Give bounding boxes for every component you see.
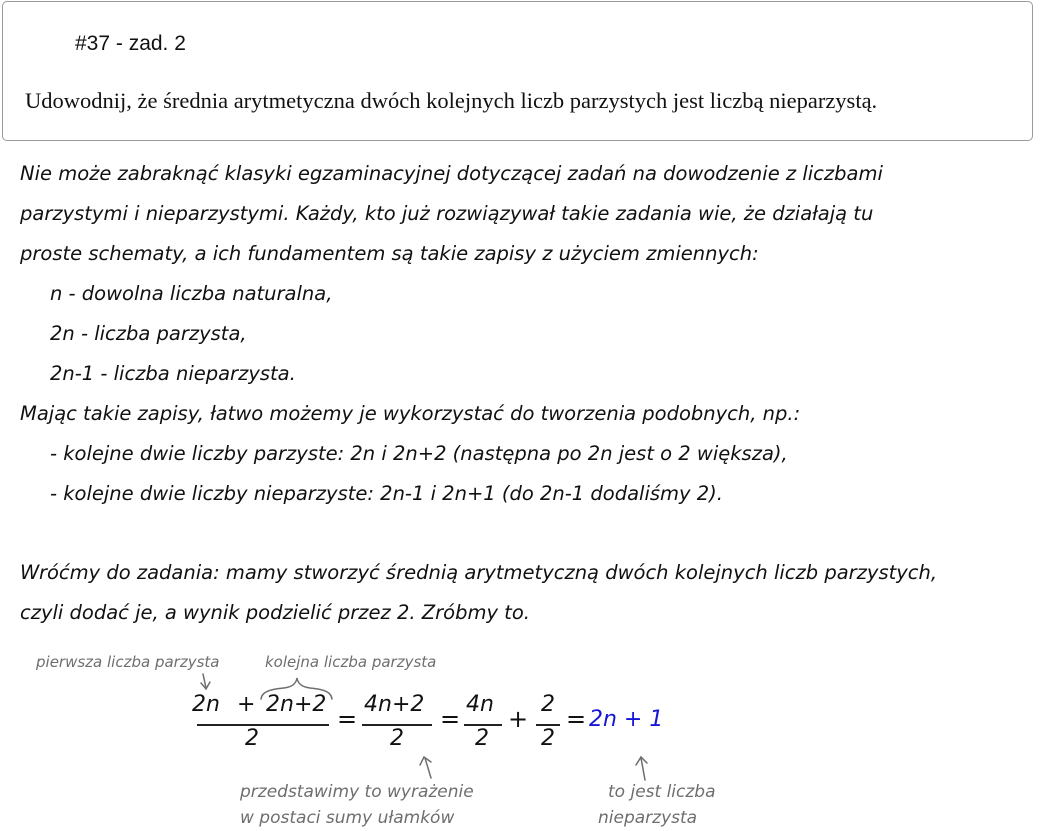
annotation-line: nieparzysta: [598, 808, 698, 828]
equals-sign: =: [337, 705, 358, 733]
brace-icon: [261, 678, 332, 699]
annotation-line: to jest liczba: [608, 782, 716, 802]
intro-line: Nie może zabraknąć klasyki egzaminacyjnej dotyczącej zadań na dowodzenie z liczbami: [20, 162, 883, 185]
intro-line: Mając takie zapisy, łatwo możemy je wykorzystać do tworzenia podobnych, np.:: [20, 402, 801, 425]
annotation-line: przedstawimy to wyrażenie: [240, 782, 474, 802]
denominator: 2: [390, 726, 404, 751]
task-statement: Udowodnij, że średnia arytmetyczna dwóch kolejnych liczb parzystych jest liczbą nieparzystą.: [25, 88, 878, 113]
equals-sign: =: [440, 705, 461, 733]
solution-line: czyli dodać je, a wynik podzielić przez 2. Zróbmy to.: [20, 601, 530, 624]
task-number: #37 - zad. 2: [75, 32, 186, 55]
definition-item: 2n-1 - liczba nieparzysta.: [50, 362, 296, 385]
example-item: - kolejne dwie liczby nieparzyste: 2n-1 i 2n+1 (do 2n-1 dodaliśmy 2).: [50, 482, 723, 505]
denominator: 2: [541, 726, 555, 751]
definition-item: n - dowolna liczba naturalna,: [50, 282, 333, 305]
annotation-first-even: pierwsza liczba parzysta: [36, 653, 220, 671]
numerator: 4n: [466, 692, 494, 717]
numerator: 4n+2: [364, 692, 425, 717]
plus-sign: +: [508, 705, 529, 733]
solution-line: Wróćmy do zadania: mamy stworzyć średnią arytmetyczną dwóch kolejnych liczb parzystych,: [20, 561, 938, 584]
annotation-line: w postaci sumy ułamków: [240, 808, 455, 828]
annotation-next-even: kolejna liczba parzysta: [265, 653, 437, 671]
numerator: 2: [541, 692, 555, 717]
definition-item: 2n - liczba parzysta,: [50, 322, 247, 345]
plus-sign: +: [237, 692, 256, 717]
denominator: 2: [245, 726, 259, 751]
denominator: 2: [475, 726, 489, 751]
numerator-first-term: 2n: [192, 692, 220, 717]
equals-sign: =: [566, 705, 587, 733]
result-expression: 2n + 1: [589, 707, 664, 732]
intro-line: parzystymi i nieparzystymi. Każdy, kto już rozwiązywał takie zadania wie, że działają tu: [20, 202, 874, 225]
numerator-second-term: 2n+2: [266, 692, 327, 717]
example-item: - kolejne dwie liczby parzyste: 2n i 2n+2 (następna po 2n jest o 2 większa),: [50, 442, 788, 465]
intro-line: proste schematy, a ich fundamentem są takie zapisy z użyciem zmiennych:: [20, 242, 759, 265]
